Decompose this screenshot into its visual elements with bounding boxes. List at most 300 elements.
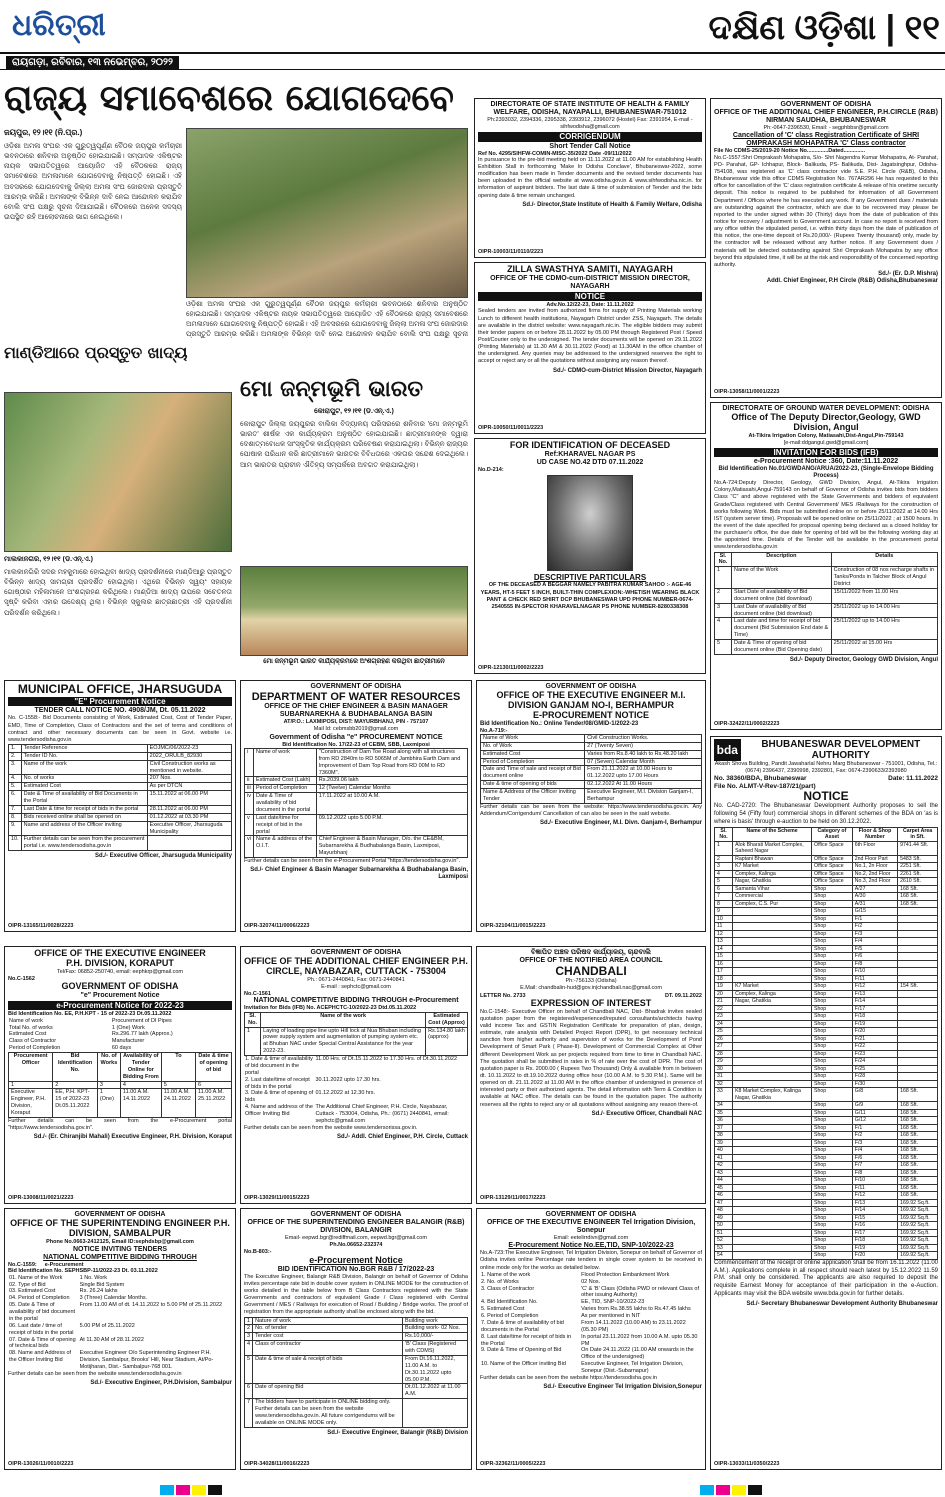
table-row	[715, 1005, 938, 1013]
table-cell: Shop	[812, 983, 853, 991]
table-cell: 9	[715, 908, 733, 916]
ad-balangir	[240, 1208, 472, 1470]
table-row	[9, 1089, 232, 1118]
table-cell: A/31	[852, 900, 897, 908]
table-cell: 1	[9, 1081, 53, 1089]
ad-sihfw	[474, 98, 706, 258]
ad-signature: Sd./- Executive Engineer, Balangir (R&B) Division	[327, 1429, 468, 1436]
table-cell: 28	[715, 1050, 733, 1058]
table-cell: 36	[715, 1117, 733, 1125]
story1-photo	[186, 128, 468, 298]
table-row	[715, 1147, 938, 1155]
bda-table	[714, 827, 938, 1260]
ad-ref: Ref No. 4295/SIHFW-COMIN-MISC-35/2022 Date -09/11/2022	[478, 150, 632, 157]
table-cell: G/11	[852, 1109, 897, 1117]
table-cell: 4. Name and address of the Officer Inviting Bid	[245, 1104, 313, 1118]
table-cell: Shop	[812, 1162, 853, 1170]
ad-phone: Ph.No.06652-232374	[329, 1242, 383, 1249]
ad-code: OIPR-32104/11/0015/2223	[480, 922, 546, 929]
table-cell: Shop	[812, 1058, 853, 1066]
table-cell: 168 Sft.	[898, 1102, 938, 1110]
table-cell: 41	[715, 1154, 733, 1162]
table-cell: 1 (One)	[97, 1089, 120, 1118]
table-cell: i	[245, 748, 254, 777]
table-cell	[733, 1169, 812, 1177]
table-cell: F/6	[852, 953, 897, 961]
table-cell: 2022_ORULB_82930	[147, 752, 231, 760]
table-cell	[733, 1132, 812, 1140]
table-cell: G/12	[852, 1117, 897, 1125]
ad-title: GOVERNMENT OF ODISHA	[310, 1211, 402, 1218]
table-cell: Shop	[812, 1080, 853, 1088]
table-row	[715, 1207, 938, 1215]
table-header: Floor & Shop Number	[852, 827, 897, 841]
table-row	[8, 1018, 232, 1025]
ad-title: GOVERNMENT OF ODISHA	[74, 1211, 166, 1218]
sambalpur-kv	[8, 1275, 232, 1371]
ad-subtitle: OFFICE OF THE ADDITIONAL CHIEF ENGINEER, P.H.CIRCLE (R&B) NIRMAN SAUDHA, BHUBANESWAR	[714, 109, 938, 125]
table-row	[9, 775, 232, 783]
ad-subtitle: OFFICE OF THE CDMO-cum-DISTRICT MISSION DIRECTOR, NAYAGARH	[490, 274, 690, 290]
table-row	[480, 1334, 702, 1348]
table-cell: 1	[715, 567, 732, 589]
table-cell: Shop	[812, 1005, 853, 1013]
table-cell: 2	[245, 1325, 253, 1333]
table-cell: Varies from Rs.8.40 lakh to Rs.48.20 lakh	[585, 750, 702, 758]
registration-mark	[700, 1485, 714, 1495]
table-cell: F/11	[852, 975, 897, 983]
table-cell	[733, 1222, 812, 1230]
story1-headline: ରାଜ୍ୟ ସମାବେଶରେ ଯୋଗଦେବେ	[4, 78, 454, 119]
table-cell: No.3, 2nd Floor	[852, 878, 897, 886]
table-cell: Start Date of availability of Bid document online (bid download)	[732, 588, 832, 603]
story3-body: କୋରାପୁଟ ଜିଲ୍ଲା ଜୟପୁରର ବାଲିକା ବିଦ୍ୟାଳୟ ପରିସରରେ ଶନିବାର 'ମୋ ଜନ୍ମଭୂମି ଭାରତ' ଶୀର୍ଷକ ଏକ କାର୍ଯ୍ୟକ୍ରମ ଅନୁଷ୍ଠିତ ହୋଇଯାଇଛି। ଛାତ୍ରୀମାନଙ୍କ ଦ୍ୱାରା ଦେଶାତ୍ମବୋଧକ ସାଂସ୍କୃତିକ କାର୍ଯ୍ୟକ୍ରମ ପରିବେଷଣ କରାଯାଇଥିଲା। ବିଭିନ୍ନ ରାଜ୍ୟର ପୋଷାକ ପରିଧାନ କରି ଛାତ୍ରୀମାନେ ଭାରତର ବିବିଧତାରେ ଏକତାର ସନ୍ଦେଶ ଦେଇଥିଲେ। ଆମ ଭାରତର ପ୍ରାଚୀନ ଐତିହ୍ୟ ସମ୍ପର୍କରେ ଅବଗତ କରାଯାଇଥିଲା।	[240, 421, 468, 469]
table-row	[715, 1154, 938, 1162]
table-cell: Date & time of opening of bids	[481, 781, 585, 789]
table-row	[715, 855, 938, 863]
table-cell: F/17	[852, 1229, 897, 1237]
table-cell: Name of the work	[21, 760, 147, 775]
table-cell: 30.11.2022 upto 17.30 hrs.	[315, 1076, 381, 1083]
table-cell: F/1	[852, 915, 897, 923]
table-cell: 169.92 Sq.ft.	[898, 1229, 938, 1237]
table-cell: Flood Protection Embankment Work	[581, 1271, 670, 1278]
ad-ref: Bid Identification No.: Online Tender/08/GMID-1/2022-23	[480, 720, 639, 727]
ad-subtitle: CHANDBALI	[555, 964, 627, 979]
table-row	[480, 1272, 702, 1279]
ad-code: OIPR-13165/11/0028/2223	[8, 922, 74, 929]
table-cell: 7	[715, 893, 733, 901]
table-cell: 2	[715, 588, 732, 603]
table-row	[715, 1050, 938, 1058]
table-cell: 4	[120, 1081, 161, 1089]
table-cell: Shop	[812, 923, 853, 931]
table-row	[715, 1192, 938, 1200]
table-cell: Estimated Cost	[9, 1031, 47, 1038]
table-cell: F/19	[852, 1020, 897, 1028]
table-cell: 2. No. of Works	[481, 1278, 519, 1285]
table-row	[715, 975, 938, 983]
ad-body: No.A-723:The Executive Engineer, Tel Irrigation Division, Sonepur on behalf of Governor of Odisha invites online Percentage rate tenders in single cover system to be received in online mode only for the works as detailed below.	[480, 1250, 702, 1271]
table-cell: Date & Time of availability of bid document in the portal	[253, 793, 316, 815]
table-cell: Shop	[812, 1109, 853, 1117]
ad-address: AT/P.O.: LAXMIPOSI, DIST: MAYURBHANJ, PIN - 757107	[283, 719, 429, 726]
table-cell: Shop	[812, 1192, 853, 1200]
table-cell: 169.92 Sq.ft.	[898, 1222, 938, 1230]
table-cell: F/11	[852, 1184, 897, 1192]
table-row	[480, 1347, 702, 1361]
ad-title: GOVERNMENT OF ODISHA	[545, 683, 637, 690]
table-cell: "Construction of Dam Toe Road along with all structures from RD 2840m to RD 5065M of Jambhira Earth Dam and Improvement of Dam Top Road from RD 00M to RD 7360M".	[316, 748, 467, 777]
table-cell: 1	[715, 841, 733, 855]
ganjam-table	[480, 734, 702, 804]
cuttack-table	[244, 1012, 468, 1056]
ad-ref: Bid Identification No.01/GWDANG/ARUA/2022-23, (Single-Envelope Bidding Process)	[718, 466, 934, 480]
table-cell: 3. Class of Contractor	[481, 1285, 535, 1292]
table-cell: Office Space	[812, 855, 853, 863]
table-cell	[898, 1005, 938, 1013]
table-cell: vi	[245, 836, 254, 858]
table-cell: 1.	[9, 744, 22, 752]
table-cell: F/20	[852, 1028, 897, 1036]
ad-signature: Sd./- Executive Officer, Jharsuguda Municipality	[94, 853, 232, 860]
table-row	[481, 789, 702, 804]
table-row	[715, 640, 938, 655]
table-cell: Shop	[812, 1020, 853, 1028]
ad-banner: NOTICE INVITING TENDERS	[72, 1245, 168, 1253]
table-row	[715, 1109, 938, 1117]
ad-title: GOVERNMENT OF ODISHA	[780, 101, 872, 108]
story3-headline: ମୋ ଜନ୍ମଭୂମି ଭାରତ	[240, 377, 424, 402]
story1-dateline: ଜୟପୁର, ୧୨।୧୧ (ନି.ପ୍ର.)	[4, 128, 83, 137]
table-cell: 11.00 A.M. 14.11.2022	[120, 1089, 161, 1118]
table-cell	[733, 908, 812, 916]
table-cell: Name & address of the O.I.T.	[253, 836, 316, 858]
table-cell: EOJMC/06/2022-23	[147, 744, 231, 752]
table-cell: Shop	[812, 1043, 853, 1051]
balangir-table	[244, 1317, 468, 1428]
ad-signature-office: Addl. Chief Engineer, P.H Circle (R&B) Odisha,Bhubaneswar	[766, 277, 938, 284]
table-row	[480, 1306, 702, 1313]
table-cell: Building work	[403, 1317, 468, 1325]
table-cell: Total No. of works	[9, 1024, 53, 1031]
ad-ref: BID IDENTIFICATION No.BGR R&B / 17/2022-23	[277, 1265, 435, 1273]
ad-ref: UD CASE NO.42 DTD 07.11.2022	[536, 458, 644, 466]
ad-code: OIPR-32362/11/0005/2223	[480, 1460, 546, 1467]
table-cell	[733, 1177, 812, 1185]
table-row	[715, 1162, 938, 1170]
table-header: Bid Identification No.	[53, 1053, 98, 1082]
table-cell: Shop	[812, 1013, 853, 1021]
table-cell: From 21.11.2022 at 10.00 Hours to 01.12.2022 upto 17.00 Hours	[585, 766, 702, 781]
table-cell: Shop	[812, 1117, 853, 1125]
table-cell: ii	[245, 777, 254, 785]
ad-email: Email- eepwd.bgr@rediffmail.com, eepwd.bgr@gmail.com	[285, 1235, 427, 1242]
ad-heading: DESCRIPTIVE PARTICULARS	[533, 573, 647, 583]
table-cell: 168 Sft.	[898, 1117, 938, 1125]
table-cell: 11.00 A.M. 25.11.2022	[196, 1089, 232, 1118]
table-cell	[898, 930, 938, 938]
table-row	[245, 836, 468, 858]
table-cell: Shop	[812, 945, 853, 953]
ad-heading: Cancellation of 'C' class Registration Certificate of SHRI OMPRAKASH MOHAPATRA 'C' Class contractor	[732, 132, 920, 148]
gwd-table	[714, 552, 938, 655]
table-cell	[898, 975, 938, 983]
table-row	[480, 1286, 702, 1300]
table-cell: Date & Time of availability of Bid Documents in the Portal	[21, 791, 147, 806]
ad-body: No. C-1558:- Bid Documents consisting of Work, Estimated Cost, Cost of Tender Paper, EMD, Time of Completion, Class of Contractors and the set of terms and conditions of contract and other necessary documents can be seen in Govt. website i.e. www.tendersodisha.gov.in	[8, 715, 232, 743]
table-cell: 169.92 Sq.ft.	[898, 1237, 938, 1245]
table-cell: 44	[715, 1177, 733, 1185]
table-cell	[733, 1192, 812, 1200]
table-cell: 168 Sft.	[898, 893, 938, 901]
table-cell: 19	[715, 983, 733, 991]
ad-footnote: Commencement of the receipt of online application shall be from 16.11.2022 (11.00 A.M.). Applications complete in all respect should reach latest by 15.12.2022 11.59 P.M. shall only be considered. The applicants are also required to deposit the requisite Earnest Money for acceptance of their participation in the e-Auction. Applicants may visit the BDA website www.bda.gov.in for further details.	[714, 1259, 938, 1297]
table-row	[715, 1184, 938, 1192]
table-row	[8, 1295, 232, 1302]
table-cell: 46	[715, 1192, 733, 1200]
table-cell: 25/11/2022 up to 14.00 Hrs	[831, 603, 937, 618]
ad-signature: Sd./- Deputy Director, Geology GWD Division, Angul	[789, 656, 938, 663]
table-cell: Varies from Rs.38.55 lakhs to Rs.47.45 lakhs	[581, 1306, 691, 1313]
table-cell: 2.	[9, 752, 22, 760]
ad-ref: Bid Identification No. SEPHSBP-11/2022-23 Dt. 03.11.2022	[8, 1268, 158, 1275]
table-cell: 207 Nos.	[147, 775, 231, 783]
table-cell: EE, P.H. KPT-15 of 2022-23 Dt.05.11.2022	[53, 1089, 98, 1118]
table-cell: 40	[715, 1147, 733, 1155]
ad-banner: EXPRESSION OF INTEREST	[530, 997, 652, 1008]
table-cell: F/4	[852, 938, 897, 946]
table-cell: 168 Sft.	[898, 1162, 938, 1170]
ad-title: GOVERNMENT OF ODISHA	[310, 683, 402, 690]
table-cell: 168 Sft.	[898, 1088, 938, 1102]
ad-mode: e-Procurement	[44, 1262, 84, 1269]
table-cell: 169.92 Sq.ft.	[898, 1252, 938, 1260]
table-cell: 47	[715, 1199, 733, 1207]
table-cell: 3	[715, 863, 733, 871]
table-cell: 3.	[9, 760, 22, 775]
table-cell: Shop	[812, 990, 853, 998]
table-cell: 169.92 Sq.ft.	[898, 1199, 938, 1207]
table-header: Details	[831, 552, 937, 567]
table-cell: 5. Estimated Cost	[481, 1306, 525, 1313]
table-cell	[733, 975, 812, 983]
table-row	[715, 900, 938, 908]
table-cell: 4	[245, 1341, 253, 1356]
ad-deceased	[474, 438, 706, 674]
table-cell: 31	[715, 1073, 733, 1081]
table-row	[715, 588, 938, 603]
table-cell: F/14	[852, 998, 897, 1006]
table-cell	[898, 968, 938, 976]
table-cell: 6	[715, 885, 733, 893]
table-cell: 10. Name of the Officer inviting Bid	[481, 1361, 566, 1368]
table-cell: 5.00 PM of 25.11.2022	[79, 1322, 135, 1329]
table-cell: 10	[715, 915, 733, 923]
table-cell: Civil Construction Works.	[585, 734, 702, 742]
table-cell: F/15	[852, 1214, 897, 1222]
table-cell: 1. Name of the work	[481, 1271, 531, 1278]
table-row	[245, 785, 468, 793]
table-header: Sl. No.	[245, 1012, 261, 1027]
table-row	[9, 752, 232, 760]
table-cell	[733, 945, 812, 953]
story3-photo	[240, 566, 468, 656]
table-cell: 4	[715, 870, 733, 878]
table-row	[715, 930, 938, 938]
table-cell	[733, 1117, 812, 1125]
table-cell: 18	[715, 975, 733, 983]
ad-notice: Government of Odisha "e" PROCUREMENT NOTICE	[269, 733, 443, 741]
table-cell: F/22	[852, 1043, 897, 1051]
table-cell: 9. Date & Time of Opening of Bid	[481, 1347, 562, 1354]
registration-mark	[176, 1485, 190, 1495]
table-row	[715, 1199, 938, 1207]
table-cell	[733, 1005, 812, 1013]
table-cell	[733, 1244, 812, 1252]
table-cell: Shop	[812, 1244, 853, 1252]
table-row	[715, 938, 938, 946]
table-cell: Shop	[812, 1177, 853, 1185]
table-cell: Rs.296.77 lakh (Approx.)	[111, 1031, 173, 1038]
ad-banner: e-Procurement Notice	[309, 1254, 403, 1265]
table-cell: Executive Engineer, P.H. Division, Koraput	[9, 1089, 53, 1118]
table-row	[715, 1222, 938, 1230]
registration-mark	[208, 1485, 222, 1495]
ad-signature: Sd./- Executive Engineer, P.H.Division, Sambalpur	[90, 1380, 232, 1387]
table-row	[481, 766, 702, 781]
table-row	[715, 953, 938, 961]
table-row	[8, 1038, 232, 1045]
ad-code: OIPR-10003/11/0110/2223	[478, 248, 544, 255]
table-cell: Procurement of DI Pipes	[111, 1017, 172, 1024]
table-cell: Shop	[812, 900, 853, 908]
table-cell: 53	[715, 1244, 733, 1252]
table-header: Procurement Officer	[9, 1053, 53, 1082]
table-cell: 29	[715, 1058, 733, 1066]
table-cell: Date & time of sale & receipt of bids	[253, 1355, 403, 1384]
table-cell: Rs.10,000/-	[403, 1333, 468, 1341]
table-cell: Commercial	[733, 893, 812, 901]
ad-koraput	[4, 946, 236, 1204]
table-cell: 48	[715, 1207, 733, 1215]
table-cell: F/2	[852, 923, 897, 931]
table-cell: A/27	[852, 885, 897, 893]
table-cell: 2. Last date/time of receipt of bids in the portal	[245, 1076, 310, 1090]
table-row	[715, 1214, 938, 1222]
table-cell: No. of works	[21, 775, 147, 783]
table-cell	[733, 1073, 812, 1081]
table-cell: No. of tender	[253, 1325, 403, 1333]
table-cell: Name and address of the Officer inviting	[21, 821, 147, 836]
table-cell: Estimated Cost (Lakh)	[253, 777, 316, 785]
ad-body: No.C-1548:- Executive Officer on behalf of Chandbali NAC, Dist- Bhadrak invites sealed quotation paper from the registered/experienced/reputed consultants/architects having valid income Tax and GSTIN Registration Certificate for preparation of plan, design, estimate, rate analysis with Detailed Project Report (DPR), to get necessary technical sanction from higher authority and supervision of works for the Development of Pond Development of Smart Park ( Phase-II). Development of Commercial Complex at Other different Development Work as per projects required from time to time in Chandbali NAC. The quotation shall be submitted in rates in % of rate over the cost of DPR. The cost of quotation paper is Rs. 2000.00 ( Rupees Two Thousand) Only & available from in between dt. 10.11.2022 to dt.19.10.2022 during office hour (10.00 A.M. to 5.30 P.M.). Same will be opened on dt. 21.11.2022 at 11.00 AM in the office chamber of undersigned in presence of interested party or their authorized agents. The detail information with Term & Condition is available at NAC office. The details can be found in the quotation paper. The authority reserves all the rights to reject any or all quotations without assigning any reason there-of.	[480, 1008, 702, 1108]
table-cell: 1. Date & time of availability of bid document in the portal	[245, 1056, 313, 1076]
table-row	[715, 863, 938, 871]
ad-dowr	[240, 680, 472, 932]
ad-number: No.A-719:-	[480, 727, 508, 734]
table-row	[481, 758, 702, 766]
table-cell: Shop	[812, 930, 853, 938]
table-cell: 35	[715, 1109, 733, 1117]
table-cell: 9.	[9, 821, 22, 836]
table-row	[715, 968, 938, 976]
table-cell	[733, 968, 812, 976]
table-cell: Class of Contractor	[9, 1038, 57, 1045]
table-cell: F/7	[852, 1162, 897, 1170]
table-row	[9, 783, 232, 791]
table-cell: Estimated Cost	[21, 783, 147, 791]
ad-subtitle: OFFICE OF THE SUPERINTENDING ENGINEER BALANGIR (R&B) DIVISION, BALANGIR	[247, 1219, 465, 1235]
ad-phone: Ph:-0647-2396530, Email: - segphbbsr@gmail.com	[763, 125, 889, 132]
table-cell	[733, 1229, 812, 1237]
table-cell: The Additional Chief Engineer, P.H. Circle, Nayabazar, Cuttack - 753004, Odisha, Ph.: (0671) 2440841, email: sephctc@gmail.com	[315, 1104, 449, 1124]
ad-title: GOVERNMENT OF ODISHA	[310, 949, 402, 956]
ad-title: ZILLA SWASTHYA SAMITI, NAYAGARH	[507, 264, 673, 274]
table-cell	[733, 1139, 812, 1147]
ad-title: FOR IDENTIFICATION OF DECEASED	[509, 440, 671, 450]
table-cell: Office Space	[812, 870, 853, 878]
table-cell: 06. Last date / time of receipt of bids in the portal	[9, 1322, 74, 1336]
table-cell: 17	[715, 968, 733, 976]
table-cell: Shop	[812, 1237, 853, 1245]
table-cell	[733, 1102, 812, 1110]
table-cell	[898, 1020, 938, 1028]
table-cell	[733, 1109, 812, 1117]
table-cell: Rs.2039.06 lakh	[316, 777, 467, 785]
registration-mark	[732, 1485, 746, 1495]
table-cell: F/16	[852, 1222, 897, 1230]
table-cell: 33	[715, 1088, 733, 1102]
ad-phone: Ph:-756133 (Odisha)	[565, 978, 617, 985]
table-cell: 25/11/2022 at 15.00 Hrs	[831, 640, 937, 655]
table-cell: 14	[715, 945, 733, 953]
table-cell: Tender ID No.	[21, 752, 147, 760]
ad-subtitle: OFFICE OF THE CHIEF ENGINEER & BASIN MANAGER SUBARNAREKHA & BUDHABALANGA BASIN	[264, 703, 448, 719]
table-row	[715, 1043, 938, 1051]
table-header: Name of the Scheme	[733, 827, 812, 841]
ad-code: OIPR-13129/11/0017/2223	[480, 1194, 546, 1201]
table-cell: 2261 Sft.	[898, 870, 938, 878]
table-cell: No.2, 2nd Floor	[852, 870, 897, 878]
registration-mark	[716, 1485, 730, 1495]
story2-dateline: ମାଲକାନଗିରି, ୧୨।୧୧ (ଡି.ଏନ୍.ଏ.)	[4, 556, 93, 563]
table-cell	[733, 1154, 812, 1162]
table-cell: 168 Sft.	[898, 1147, 938, 1155]
table-cell: Nature of work	[253, 1317, 403, 1325]
table-cell: 26	[715, 1035, 733, 1043]
ad-gwd	[710, 402, 942, 730]
table-row	[715, 908, 938, 916]
ad-footnote: Further details can be seen from the e-Procurement Portal "https://tendersodisha.gov.in".	[244, 858, 460, 864]
table-cell: Date of opening Bid	[253, 1384, 403, 1399]
ad-subtitle: Short Tender Call Notice	[549, 142, 631, 150]
table-cell: 3 (Three) Calendar Months.	[79, 1295, 148, 1302]
registration-mark	[160, 1485, 174, 1495]
table-cell: Shop	[812, 1132, 853, 1140]
table-cell: Single Bid System	[79, 1281, 125, 1288]
table-cell: 30	[715, 1065, 733, 1073]
table-cell: Shop	[812, 1124, 853, 1132]
ad-code: OIPR-13008/11/0021/2223	[8, 1194, 74, 1201]
table-cell: 6.	[9, 791, 22, 806]
table-cell: 2610 Sft.	[898, 878, 938, 886]
ad-email: [e-mail:ddgangul.gwd@gmail.com]	[783, 439, 869, 446]
table-cell: Shop	[812, 1088, 853, 1102]
table-row	[715, 1035, 938, 1043]
table-row	[9, 821, 232, 836]
ad-title: BHUBANESWAR DEVELOPMENT AUTHORITY	[761, 739, 921, 761]
